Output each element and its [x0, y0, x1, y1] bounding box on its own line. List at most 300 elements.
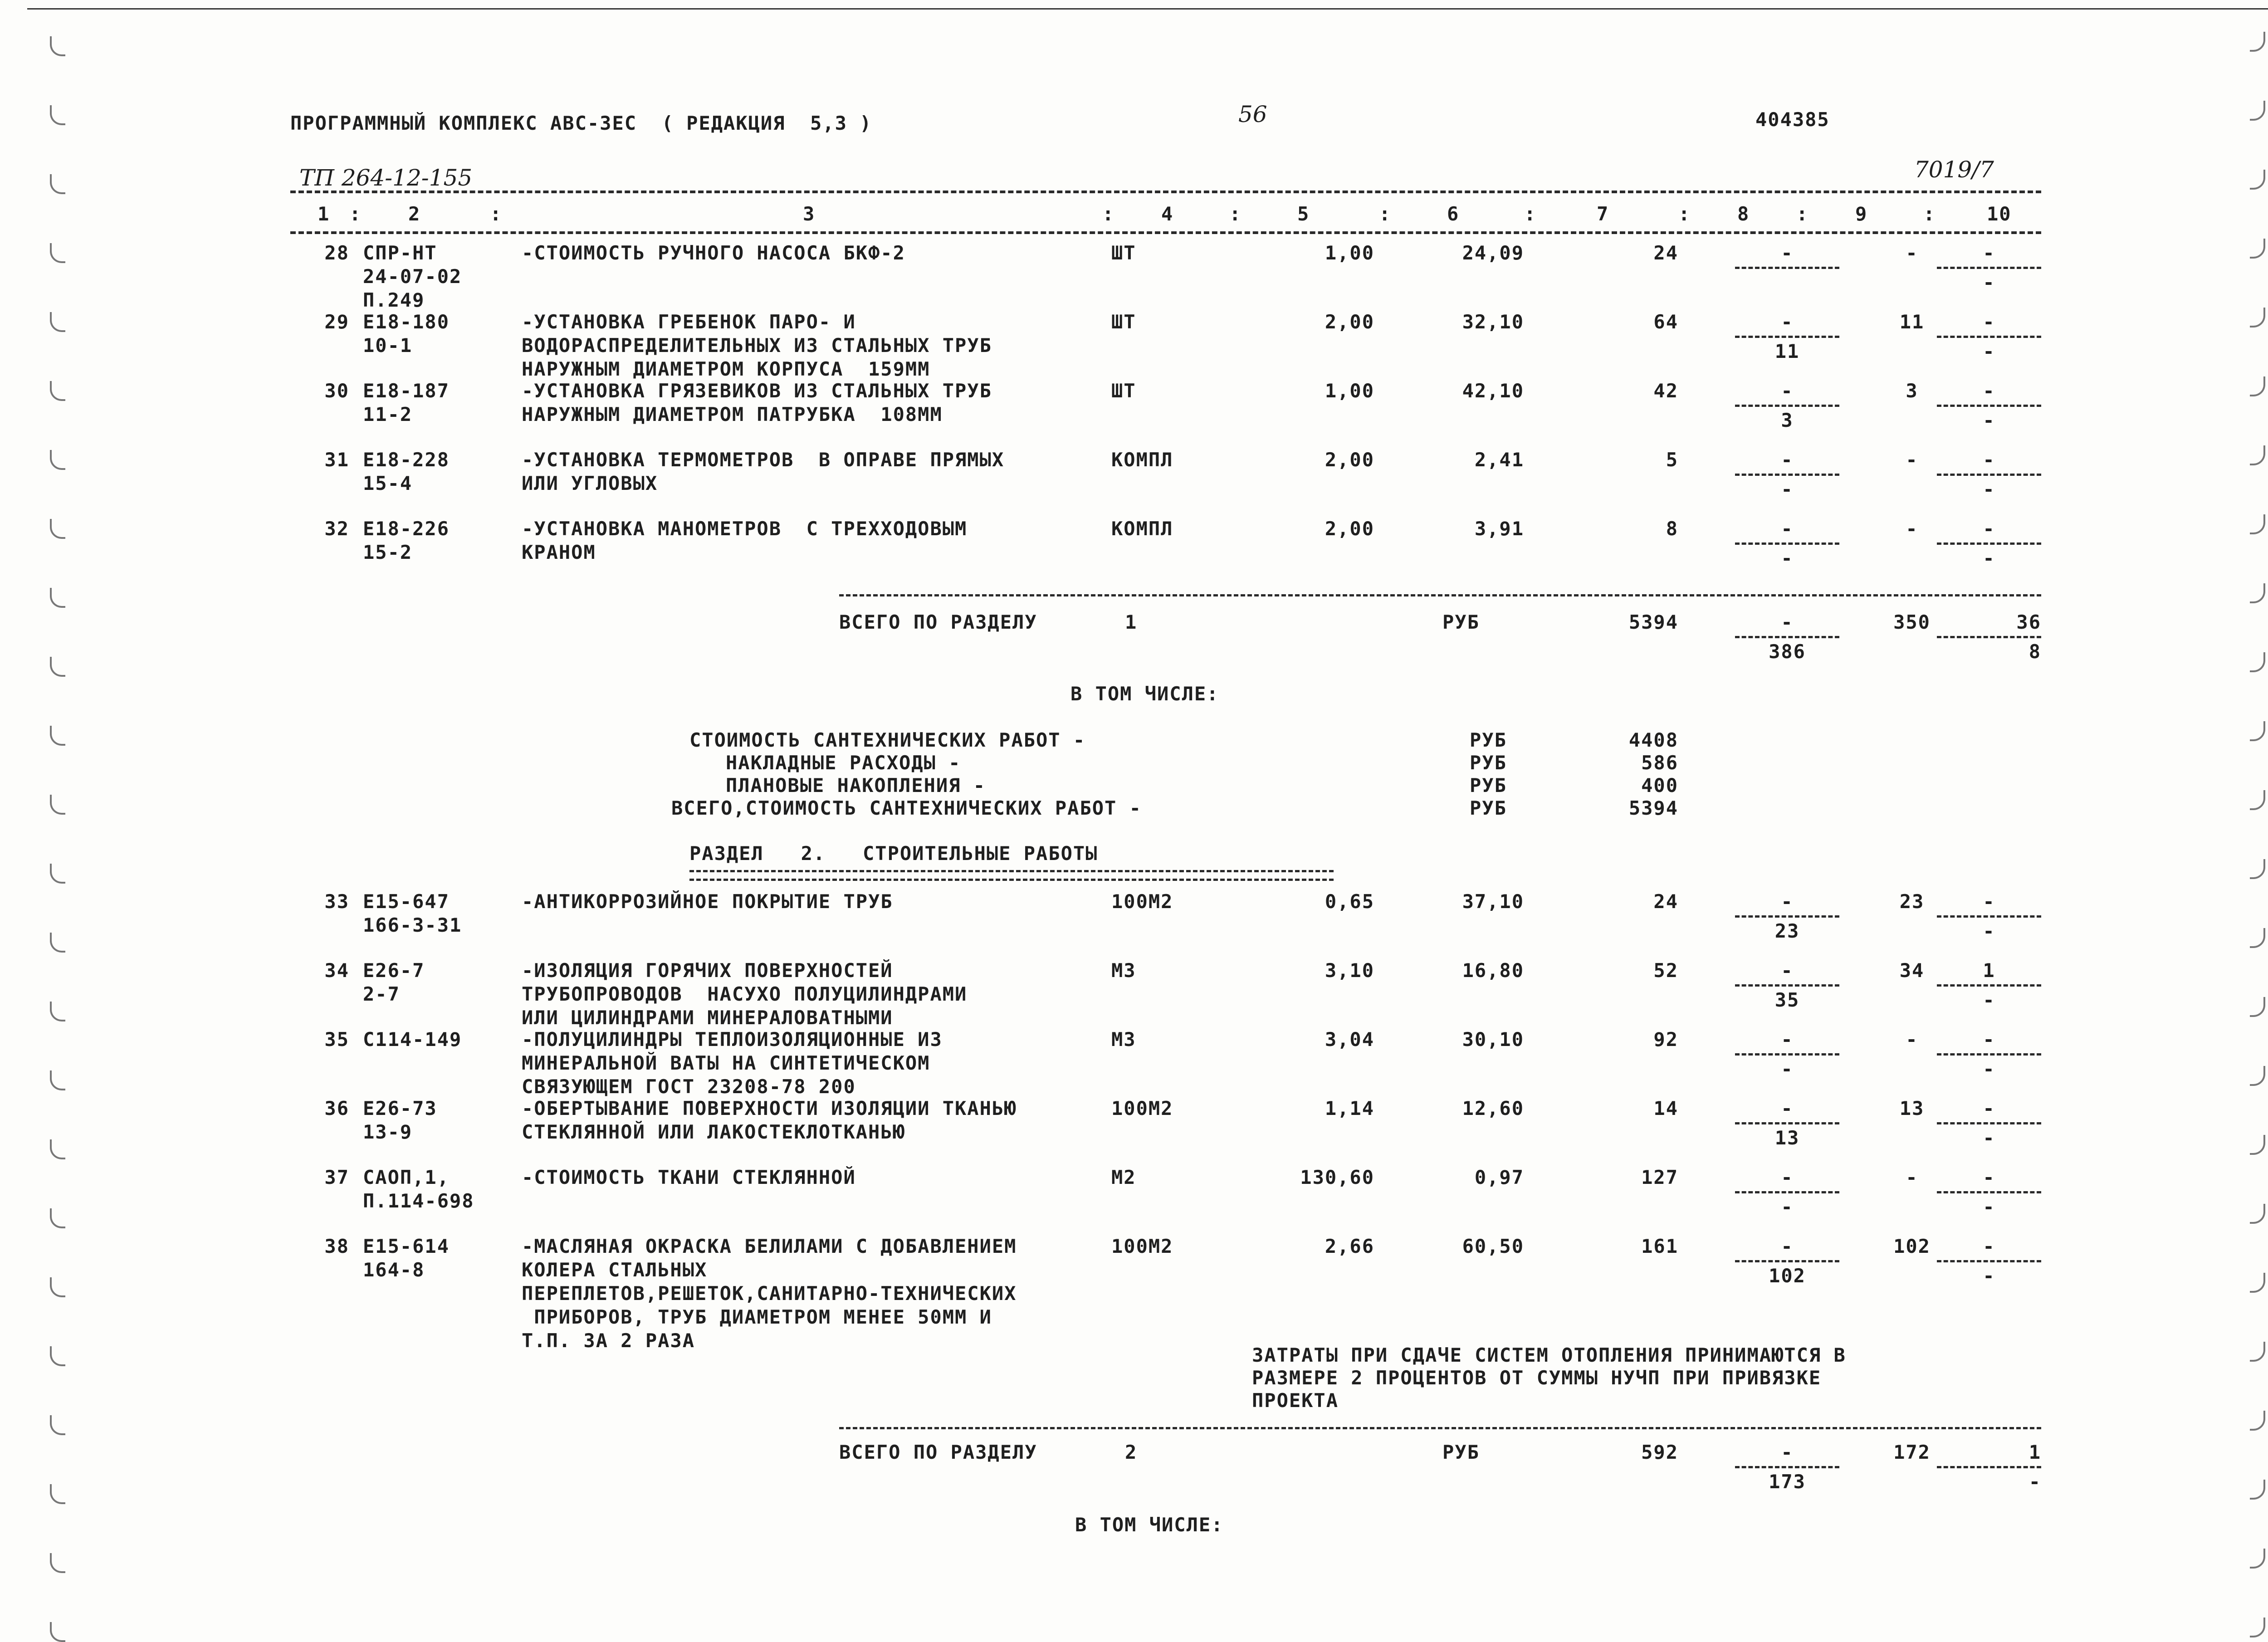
row-unit-price: 32,10 [1462, 311, 1524, 333]
summary-label: ВСЕГО,СТОИМОСТЬ САНТЕХНИЧЕСКИХ РАБОТ - [671, 797, 1142, 819]
document-code: 404385 [1755, 108, 1830, 131]
punch-hole-right [2250, 1135, 2265, 1155]
col8-split [1735, 890, 1839, 943]
col10-split [1937, 448, 2041, 501]
row-unit-price: 3,91 [1474, 518, 1524, 540]
row-description: -УСТАНОВКА МАНОМЕТРОВ С ТРЕХХОДОВЫМ [522, 518, 968, 540]
col10-split [1937, 890, 2041, 943]
row-quantity: 1,14 [1325, 1097, 1374, 1119]
col10-split-top: 1 [1983, 959, 1995, 982]
col8-split [1735, 448, 1839, 501]
col8-split [1735, 1028, 1839, 1081]
col8-split-bottom: 13 [1774, 1127, 1800, 1149]
punch-hole-right [2250, 514, 2265, 534]
col10-split [1937, 959, 2041, 1012]
row-description: -ПОЛУЦИЛИНДРЫ ТЕПЛОИЗОЛЯЦИОННЫЕ ИЗ [522, 1028, 943, 1051]
row-unit: КОМПЛ [1111, 449, 1173, 471]
col8-split [1735, 379, 1839, 432]
punch-hole-left [50, 795, 65, 815]
total-col10-divider [1937, 1466, 2041, 1468]
col10-split-bottom: - [1983, 1196, 1995, 1218]
punch-hole-left [50, 243, 65, 263]
column-number: 1 [318, 203, 330, 225]
row-description: -СТОИМОСТЬ РУЧНОГО НАСОСА БКФ-2 [522, 242, 905, 264]
row-code: 11-2 [363, 403, 413, 425]
row-description: -УСТАНОВКА ТЕРМОМЕТРОВ В ОПРАВЕ ПРЯМЫХ [522, 449, 1005, 471]
punch-hole-right [2250, 1273, 2265, 1293]
summary-value: 586 [1641, 752, 1678, 774]
col9-value: 102 [1893, 1235, 1931, 1257]
section-title-rule [689, 870, 1334, 881]
row-quantity: 1,00 [1325, 242, 1374, 264]
col10-split-bottom: - [1983, 547, 1995, 569]
col9-value: 23 [1899, 890, 1925, 913]
row-code: Е26-73 [363, 1097, 437, 1119]
including-label: В ТОМ ЧИСЛЕ: [1070, 683, 1219, 705]
col10-split-divider [1937, 1122, 2041, 1124]
col8-split-top: - [1781, 380, 1794, 402]
col8-split-divider [1735, 1260, 1839, 1262]
col10-split-top: - [1983, 1166, 1995, 1188]
punch-hole-right [2250, 583, 2265, 603]
punch-hole-right [2250, 928, 2265, 948]
punch-hole-right [2250, 1066, 2265, 1086]
note-line: ПРОЕКТА [1252, 1389, 1339, 1412]
col9-value: 11 [1899, 311, 1925, 333]
row-number: 37 [324, 1166, 349, 1188]
row-description: СТЕКЛЯННОЙ ИЛИ ЛАКОСТЕКЛОТКАНЬЮ [522, 1121, 905, 1143]
col8-split-divider [1735, 984, 1839, 987]
total-col10-bottom: - [2028, 1471, 2041, 1493]
col10-split [1937, 1097, 2041, 1150]
total-col9: 172 [1893, 1441, 1931, 1463]
header-rule-bottom [290, 231, 2041, 234]
total-col10-divider [1937, 636, 2041, 638]
summary-value: 400 [1641, 774, 1678, 797]
col8-split-divider [1735, 474, 1839, 476]
col8-split-top: - [1781, 518, 1794, 540]
row-description: -АНТИКОРРОЗИЙНОЕ ПОКРЫТИЕ ТРУБ [522, 890, 893, 913]
row-code: 24-07-02 [363, 265, 462, 288]
total-currency: РУБ [1442, 1441, 1480, 1463]
total-amount: 592 [1641, 1441, 1678, 1463]
col10-split-top: - [1983, 1235, 1995, 1257]
col8-split-bottom: - [1781, 1196, 1794, 1218]
row-total: 52 [1653, 959, 1678, 982]
total-amount: 5394 [1628, 611, 1678, 633]
punch-hole-left [50, 1415, 65, 1435]
column-number: 4 [1161, 203, 1174, 225]
col8-split-bottom: 11 [1774, 340, 1800, 362]
summary-label: НАКЛАДНЫЕ РАСХОДЫ - [726, 752, 961, 774]
row-description: ПЕРЕПЛЕТОВ,РЕШЕТОК,САНИТАРНО-ТЕХНИЧЕСКИХ [522, 1282, 1017, 1305]
paper-top-edge [27, 8, 2268, 10]
col10-split-divider [1937, 1191, 2041, 1193]
total-col8-split-bottom: 386 [1769, 640, 1806, 663]
punch-hole-right [2250, 1411, 2265, 1431]
punch-hole-left [50, 588, 65, 608]
row-unit: 100М2 [1111, 890, 1173, 913]
col8-split-divider [1735, 542, 1839, 545]
column-number: 7 [1597, 203, 1609, 225]
row-number: 36 [324, 1097, 349, 1119]
col10-split [1937, 1166, 2041, 1219]
column-separator: : [1379, 203, 1392, 225]
program-header: ПРОГРАММНЫЙ КОМПЛЕКС АВС-ЗЕС ( РЕДАКЦИЯ 5,3 ) [290, 112, 872, 134]
row-code: 15-2 [363, 541, 413, 563]
total-currency: РУБ [1442, 611, 1480, 633]
row-number: 33 [324, 890, 349, 913]
row-number: 28 [324, 242, 349, 264]
row-description: НАРУЖНЫМ ДИАМЕТРОМ ПАТРУБКА 108ММ [522, 403, 943, 425]
col8-split-bottom: - [1781, 1058, 1794, 1080]
col8-split-top: - [1781, 890, 1794, 913]
col10-split-top: - [1983, 1097, 1995, 1119]
total-col8-split [1735, 611, 1839, 664]
punch-hole-left [50, 105, 65, 125]
col9-value: 3 [1906, 380, 1918, 402]
col8-split-divider [1735, 1053, 1839, 1056]
row-unit-price: 2,41 [1474, 449, 1524, 471]
row-description: -МАСЛЯНАЯ ОКРАСКА БЕЛИЛАМИ С ДОБАВЛЕНИЕМ [522, 1235, 1017, 1257]
total-col10-top: 1 [2028, 1441, 2041, 1463]
col10-split-top: - [1983, 380, 1995, 402]
row-unit: 100М2 [1111, 1097, 1173, 1119]
row-quantity: 2,00 [1325, 518, 1374, 540]
row-description: ИЛИ ЦИЛИНДРАМИ МИНЕРАЛОВАТНЫМИ [522, 1007, 893, 1029]
col10-split-top: - [1983, 311, 1995, 333]
total-col8-split-top: - [1781, 1441, 1794, 1463]
summary-label: СТОИМОСТЬ САНТЕХНИЧЕСКИХ РАБОТ - [689, 729, 1086, 751]
total-section-number: 1 [1125, 611, 1138, 633]
total-col9: 350 [1893, 611, 1931, 633]
col8-split-top: - [1781, 242, 1794, 264]
col8-split [1735, 959, 1839, 1012]
punch-hole-right [2250, 721, 2265, 741]
col8-split [1735, 241, 1839, 294]
note-line: РАЗМЕРЕ 2 ПРОЦЕНТОВ ОТ СУММЫ НУЧП ПРИ ПРИВЯЗКЕ [1252, 1367, 1822, 1389]
summary-currency: РУБ [1470, 729, 1507, 751]
total-section-number: 2 [1125, 1441, 1138, 1463]
column-number: 5 [1297, 203, 1310, 225]
total-col10-top: 36 [2016, 611, 2041, 633]
punch-hole-right [2250, 445, 2265, 465]
column-separator: : [1524, 203, 1537, 225]
summary-value: 4408 [1628, 729, 1678, 751]
col8-split-top: - [1781, 1166, 1794, 1188]
row-total: 14 [1653, 1097, 1678, 1119]
col10-split [1937, 1235, 2041, 1288]
total-col8-split-bottom: 173 [1769, 1471, 1806, 1493]
row-unit: М3 [1111, 959, 1136, 982]
col8-split [1735, 1097, 1839, 1150]
col10-split [1937, 517, 2041, 570]
column-separator: : [1923, 203, 1936, 225]
punch-hole-left [50, 1208, 65, 1228]
total-col10-bottom: 8 [2028, 640, 2041, 663]
row-description: ТРУБОПРОВОДОВ НАСУХО ПОЛУЦИЛИНДРАМИ [522, 983, 968, 1005]
row-code: 13-9 [363, 1121, 413, 1143]
column-separator: : [1796, 203, 1809, 225]
col8-split-bottom: 23 [1774, 920, 1800, 942]
row-description: КРАНОМ [522, 541, 596, 563]
col9-value: 13 [1899, 1097, 1925, 1119]
punch-hole-right [2250, 1204, 2265, 1224]
row-quantity: 3,10 [1325, 959, 1374, 982]
row-description: СВЯЗУЮЩЕМ ГОСТ 23208-78 200 [522, 1075, 856, 1098]
total-label: ВСЕГО ПО РАЗДЕЛУ [839, 611, 1037, 633]
punch-hole-left [50, 1139, 65, 1159]
punch-hole-right [2250, 652, 2265, 672]
row-code: 15-4 [363, 472, 413, 494]
row-unit: 100М2 [1111, 1235, 1173, 1257]
punch-hole-left [50, 1070, 65, 1090]
col10-split-divider [1937, 984, 2041, 987]
col9-value: - [1906, 1166, 1918, 1188]
punch-hole-left [50, 933, 65, 953]
punch-hole-left [50, 519, 65, 539]
punch-hole-right [2250, 239, 2265, 259]
col10-split-divider [1937, 405, 2041, 407]
total-col10-split [1937, 1441, 2041, 1494]
punch-hole-right [2250, 308, 2265, 327]
row-unit-price: 37,10 [1462, 890, 1524, 913]
column-separator: : [490, 203, 503, 225]
col8-split-top: - [1781, 311, 1794, 333]
punch-hole-left [50, 1346, 65, 1366]
col10-split-divider [1937, 915, 2041, 918]
column-separator: : [1229, 203, 1242, 225]
punch-hole-right [2250, 170, 2265, 190]
col10-split-top: - [1983, 242, 1995, 264]
col8-split-top: - [1781, 449, 1794, 471]
col8-split-top: - [1781, 1235, 1794, 1257]
col10-split [1937, 379, 2041, 432]
col8-split [1735, 1166, 1839, 1219]
row-description: -ОБЕРТЫВАНИЕ ПОВЕРХНОСТИ ИЗОЛЯЦИИ ТКАНЬЮ [522, 1097, 1017, 1119]
col9-value: - [1906, 518, 1918, 540]
column-number: 2 [408, 203, 421, 225]
col10-split-bottom: - [1983, 1265, 1995, 1287]
row-quantity: 2,00 [1325, 449, 1374, 471]
row-unit: ШТ [1111, 311, 1136, 333]
row-number: 32 [324, 518, 349, 540]
punch-hole-left [50, 1002, 65, 1021]
column-number: 3 [803, 203, 816, 225]
punch-hole-left [50, 450, 65, 470]
summary-label: ПЛАНОВЫЕ НАКОПЛЕНИЯ - [726, 774, 986, 797]
row-description: Т.П. ЗА 2 РАЗА [522, 1329, 695, 1352]
col8-split-bottom: 102 [1769, 1265, 1806, 1287]
col10-split-divider [1937, 542, 2041, 545]
punch-hole-right [2250, 32, 2265, 52]
col10-split-top: - [1983, 449, 1995, 471]
row-unit: КОМПЛ [1111, 518, 1173, 540]
punch-hole-right [2250, 790, 2265, 810]
row-quantity: 1,00 [1325, 380, 1374, 402]
row-code: Е18-180 [363, 311, 450, 333]
row-total: 8 [1666, 518, 1678, 540]
row-unit: М2 [1111, 1166, 1136, 1188]
col8-split-divider [1735, 1191, 1839, 1193]
row-quantity: 2,66 [1325, 1235, 1374, 1257]
col8-split-top: - [1781, 1097, 1794, 1119]
row-unit-price: 24,09 [1462, 242, 1524, 264]
row-quantity: 130,60 [1300, 1166, 1374, 1188]
row-description: -СТОИМОСТЬ ТКАНИ СТЕКЛЯННОЙ [522, 1166, 856, 1188]
col10-split-divider [1937, 1260, 2041, 1262]
col9-value: - [1906, 449, 1918, 471]
row-unit-price: 12,60 [1462, 1097, 1524, 1119]
punch-hole-left [50, 174, 65, 194]
row-code: 166-3-31 [363, 914, 462, 936]
row-number: 38 [324, 1235, 349, 1257]
row-code: 10-1 [363, 334, 413, 357]
row-number: 35 [324, 1028, 349, 1051]
punch-hole-left [50, 381, 65, 401]
col8-split-divider [1735, 336, 1839, 338]
row-description: -ИЗОЛЯЦИЯ ГОРЯЧИХ ПОВЕРХНОСТЕЙ [522, 959, 893, 982]
col8-split-top: - [1781, 1028, 1794, 1051]
row-unit: ШТ [1111, 242, 1136, 264]
row-total: 64 [1653, 311, 1678, 333]
col10-split-bottom: - [1983, 409, 1995, 431]
row-code: П.114-698 [363, 1190, 474, 1212]
column-number: 8 [1737, 203, 1750, 225]
row-code: Е18-226 [363, 518, 450, 540]
col10-split-bottom: - [1983, 340, 1995, 362]
row-code: Е18-228 [363, 449, 450, 471]
row-number: 31 [324, 449, 349, 471]
row-total: 24 [1653, 890, 1678, 913]
col10-split [1937, 241, 2041, 294]
col8-split-divider [1735, 405, 1839, 407]
summary-currency: РУБ [1470, 752, 1507, 774]
row-number: 30 [324, 380, 349, 402]
summary-value: 5394 [1628, 797, 1678, 819]
total-col8-split-top: - [1781, 611, 1794, 633]
row-description: -УСТАНОВКА ГРЯЗЕВИКОВ ИЗ СТАЛЬНЫХ ТРУБ [522, 380, 992, 402]
punch-hole-left [50, 864, 65, 884]
punch-hole-left [50, 312, 65, 332]
col8-split-bottom: 3 [1781, 409, 1794, 431]
total-label: ВСЕГО ПО РАЗДЕЛУ [839, 1441, 1037, 1463]
row-description: ПРИБОРОВ, ТРУБ ДИАМЕТРОМ МЕНЕЕ 50ММ И [522, 1306, 992, 1328]
row-unit-price: 30,10 [1462, 1028, 1524, 1051]
row-total: 42 [1653, 380, 1678, 402]
punch-hole-right [2250, 1618, 2265, 1637]
col8-split [1735, 310, 1839, 363]
col10-split-top: - [1983, 518, 1995, 540]
column-number: 9 [1855, 203, 1868, 225]
row-code: СПР-НТ [363, 242, 437, 264]
row-unit-price: 60,50 [1462, 1235, 1524, 1257]
col10-split-bottom: - [1983, 1127, 1995, 1149]
col8-split [1735, 1235, 1839, 1288]
punch-hole-right [2250, 376, 2265, 396]
summary-currency: РУБ [1470, 797, 1507, 819]
row-quantity: 0,65 [1325, 890, 1374, 913]
row-quantity: 3,04 [1325, 1028, 1374, 1051]
punch-hole-right [2250, 859, 2265, 879]
note-line: ЗАТРАТЫ ПРИ СДАЧЕ СИСТЕМ ОТОПЛЕНИЯ ПРИНИМАЮТСЯ В [1252, 1344, 1846, 1366]
row-unit-price: 0,97 [1474, 1166, 1524, 1188]
header-rule-top [290, 191, 2041, 193]
row-total: 161 [1641, 1235, 1678, 1257]
col10-split-top: - [1983, 1028, 1995, 1051]
col10-split-divider [1937, 1053, 2041, 1056]
punch-hole-right [2250, 1342, 2265, 1362]
row-code: 164-8 [363, 1259, 425, 1281]
punch-hole-right [2250, 997, 2265, 1017]
total-col10-split [1937, 611, 2041, 664]
row-description: МИНЕРАЛЬНОЙ ВАТЫ НА СИНТЕТИЧЕСКОМ [522, 1052, 930, 1074]
row-description: ИЛИ УГЛОВЫХ [522, 472, 658, 494]
punch-hole-left [50, 1622, 65, 1642]
row-code: Е26-7 [363, 959, 425, 982]
col8-split-divider [1735, 915, 1839, 918]
punch-hole-right [2250, 1549, 2265, 1569]
col10-split [1937, 1028, 2041, 1081]
punch-hole-left [50, 726, 65, 746]
col10-split-bottom: - [1983, 271, 1995, 293]
row-description: КОЛЕРА СТАЛЬНЫХ [522, 1259, 708, 1281]
row-unit: ШТ [1111, 380, 1136, 402]
punch-hole-left [50, 1553, 65, 1573]
col10-split-bottom: - [1983, 989, 1995, 1011]
column-separator: : [349, 203, 362, 225]
col10-split-divider [1937, 336, 2041, 338]
col10-split-bottom: - [1983, 1058, 1995, 1080]
row-code: П.249 [363, 289, 425, 311]
col8-split-top: - [1781, 959, 1794, 982]
punch-hole-left [50, 657, 65, 677]
row-quantity: 2,00 [1325, 311, 1374, 333]
row-description: ВОДОРАСПРЕДЕЛИТЕЛЬНЫХ ИЗ СТАЛЬНЫХ ТРУБ [522, 334, 992, 357]
column-separator: : [1102, 203, 1115, 225]
punch-hole-left [50, 1484, 65, 1504]
row-total: 127 [1641, 1166, 1678, 1188]
col8-split [1735, 517, 1839, 570]
row-total: 92 [1653, 1028, 1678, 1051]
total-col8-split-divider [1735, 1466, 1839, 1468]
row-code: Е15-614 [363, 1235, 450, 1257]
project-code: ТП 264-12-155 [299, 165, 473, 191]
col9-value: - [1906, 1028, 1918, 1051]
row-code: САОП,1, [363, 1166, 450, 1188]
sheet-code: 7019/7 [1914, 156, 1994, 183]
section-title: РАЗДЕЛ 2. СТРОИТЕЛЬНЫЕ РАБОТЫ [689, 842, 1098, 865]
col8-split-divider [1735, 267, 1839, 269]
row-code: С114-149 [363, 1028, 462, 1051]
column-number: 10 [1987, 203, 2012, 225]
col8-split-bottom [1735, 271, 1839, 294]
total-col8-split-divider [1735, 636, 1839, 638]
page-number: 56 [1238, 101, 1267, 127]
summary-currency: РУБ [1470, 774, 1507, 797]
col10-split-top: - [1983, 890, 1995, 913]
col10-split-divider [1937, 267, 2041, 269]
col10-split-divider [1937, 474, 2041, 476]
punch-hole-left [50, 36, 65, 56]
col10-split [1937, 310, 2041, 363]
row-unit-price: 16,80 [1462, 959, 1524, 982]
total-col8-split [1735, 1441, 1839, 1494]
row-description: -УСТАНОВКА ГРЕБЕНОК ПАРО- И [522, 311, 856, 333]
col9-value: - [1906, 242, 1918, 264]
row-code: 2-7 [363, 983, 400, 1005]
row-total: 5 [1666, 449, 1678, 471]
